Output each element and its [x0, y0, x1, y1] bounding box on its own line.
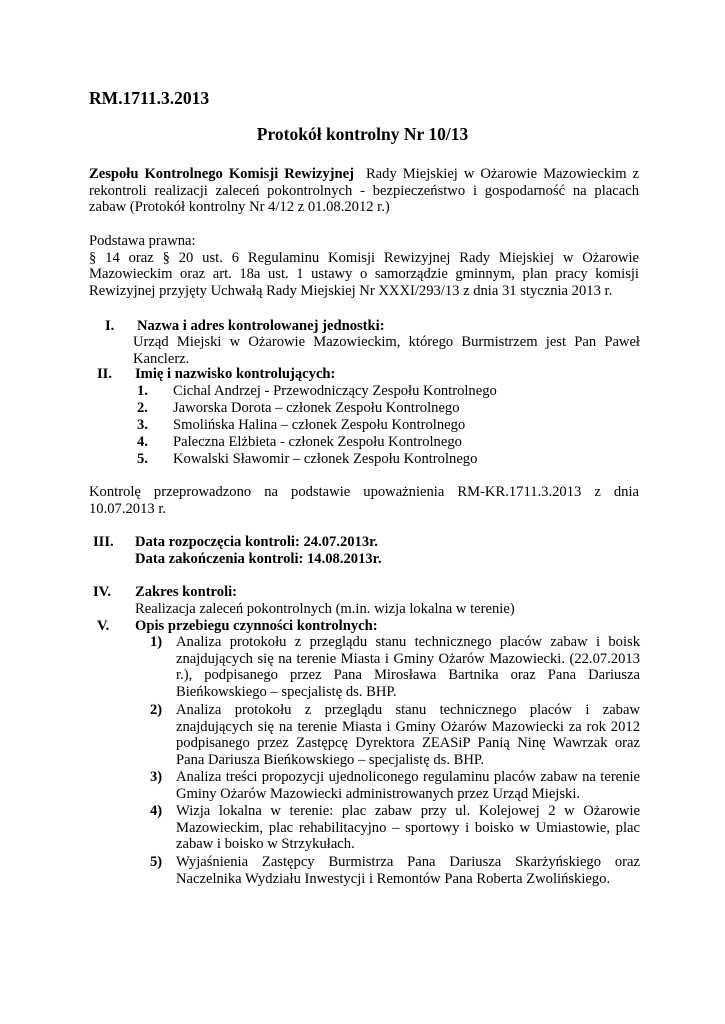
- member-number: 4.: [137, 434, 148, 450]
- section-1-body: Urząd Miejski w Ożarowie Mazowieckim, którego Burmistrzem jest Pan Paweł Kanclerz.: [133, 334, 640, 367]
- section-1-heading: Nazwa i adres kontrolowanej jednostki:: [137, 318, 385, 334]
- activity-text: Analiza protokołu z przeglądu stanu technicznego placów i zabaw znajdujących się na terenie Miasta i Gminy Ożarów Mazowiecki za rok 2012 podpisanego przez Zastępcę Dyrektora ZEASiP Panią Ninę Wawrzak oraz Pana Dariusza Bieńkowskiego – specjalistę ds. BHP.: [176, 702, 640, 768]
- member-text: Cichal Andrzej - Przewodniczący Zespołu Kontrolnego: [173, 383, 497, 399]
- member-text: Jaworska Dorota – członek Zespołu Kontrolnego: [173, 400, 460, 416]
- authorization-paragraph: Kontrolę przeprowadzono na podstawie upoważnienia RM-KR.1711.3.2013 z dnia 10.07.2013 r.: [89, 484, 639, 517]
- intro-rest: Rady Miejskiej w Ożarowie Mazowieckim z rekontroli realizacji zaleceń pokontrolnych - bezpieczeństwo i gospodarność na placach zabaw (Protokół kontrolny Nr 4/12 z 01.08.2012 r.): [89, 166, 640, 216]
- activity-number: 4): [150, 803, 163, 819]
- member-number: 1.: [137, 383, 148, 399]
- activity-number: 3): [150, 769, 163, 785]
- legal-basis-label: Podstawa prawna:: [89, 233, 196, 249]
- activity-item: [150, 769, 640, 802]
- member-text: Kowalski Sławomir – członek Zespołu Kontrolnego: [173, 451, 478, 467]
- section-4-body: Realizacja zaleceń pokontrolnych (m.in. wizja lokalna w terenie): [135, 601, 515, 617]
- activity-item: [150, 634, 640, 700]
- legal-basis: [89, 233, 639, 299]
- section-4-heading: Zakres kontroli:: [135, 584, 238, 600]
- member-number: 3.: [137, 417, 148, 433]
- document-title: Protokół kontrolny Nr 10/13: [256, 124, 469, 144]
- section-5-number: V.: [97, 618, 110, 634]
- member-number: 5.: [137, 451, 148, 467]
- section-3-number: III.: [93, 534, 114, 550]
- section-2-heading: Imię i nazwisko kontrolujących:: [135, 366, 336, 382]
- activity-text: Wizja lokalna w terenie: plac zabaw przy ul. Kolejowej 2 w Ożarowie Mazowieckim, plac rehabilitacyjno – sportowy i boisko w Umiastowie, plac zabaw i boisko w Strzykułach.: [176, 803, 640, 853]
- intro-paragraph: [89, 166, 639, 216]
- section-4-number: IV.: [93, 584, 111, 600]
- activity-item: [150, 702, 640, 768]
- control-end-date: Data zakończenia kontroli: 14.08.2013r.: [135, 551, 382, 567]
- intro-bold: Zespołu Kontrolnego Komisji Rewizyjnej: [89, 166, 354, 182]
- activity-text: Analiza treści propozycji ujednoliconego regulaminu placów zabaw na terenie Gminy Ożarów Mazowiecki administrowanych przez Urząd Miejski.: [176, 769, 640, 802]
- section-2-number: II.: [97, 366, 113, 382]
- legal-basis-text: § 14 oraz § 20 ust. 6 Regulaminu Komisji Rewizyjnej Rady Miejskiej w Ożarowie Mazowieckim oraz art. 18a ust. 1 ustawy o samorządzie gminnym, plan pracy komisji Rewizyjnej przyjęty Uchwałą Rady Miejskiej Nr XXXI/293/13 z dnia 31 stycznia 2013 r.: [89, 249, 639, 299]
- section-5-heading: Opis przebiegu czynności kontrolnych:: [135, 618, 378, 634]
- activity-text: Wyjaśnienia Zastępcy Burmistrza Pana Dariusza Skarżyńskiego oraz Naczelnika Wydziału Inwestycji i Remontów Pana Roberta Zwolińskiego.: [176, 854, 640, 887]
- member-text: Paleczna Elżbieta - członek Zespołu Kontrolnego: [173, 434, 462, 450]
- member-text: Smolińska Halina – członek Zespołu Kontrolnego: [173, 417, 466, 433]
- activity-text: Analiza protokołu z przeglądu stanu technicznego placów zabaw i boisk znajdujących się na terenie Miasta i Gminy Ożarów Mazowiecki. (22.07.2013 r.), podpisanego przez Pana Mirosława Bartnika oraz Pana Dariusza Bieńkowskiego – specjalistę ds. BHP.: [176, 634, 640, 700]
- activity-number: 2): [150, 702, 163, 718]
- activity-item: [150, 854, 640, 887]
- activity-number: 5): [150, 854, 163, 870]
- control-start-date: Data rozpoczęcia kontroli: 24.07.2013r.: [135, 534, 378, 550]
- section-1-number: I.: [105, 318, 115, 334]
- activity-number: 1): [150, 634, 163, 650]
- activity-item: [150, 803, 640, 853]
- member-number: 2.: [137, 400, 148, 416]
- document-reference: RM.1711.3.2013: [89, 88, 210, 108]
